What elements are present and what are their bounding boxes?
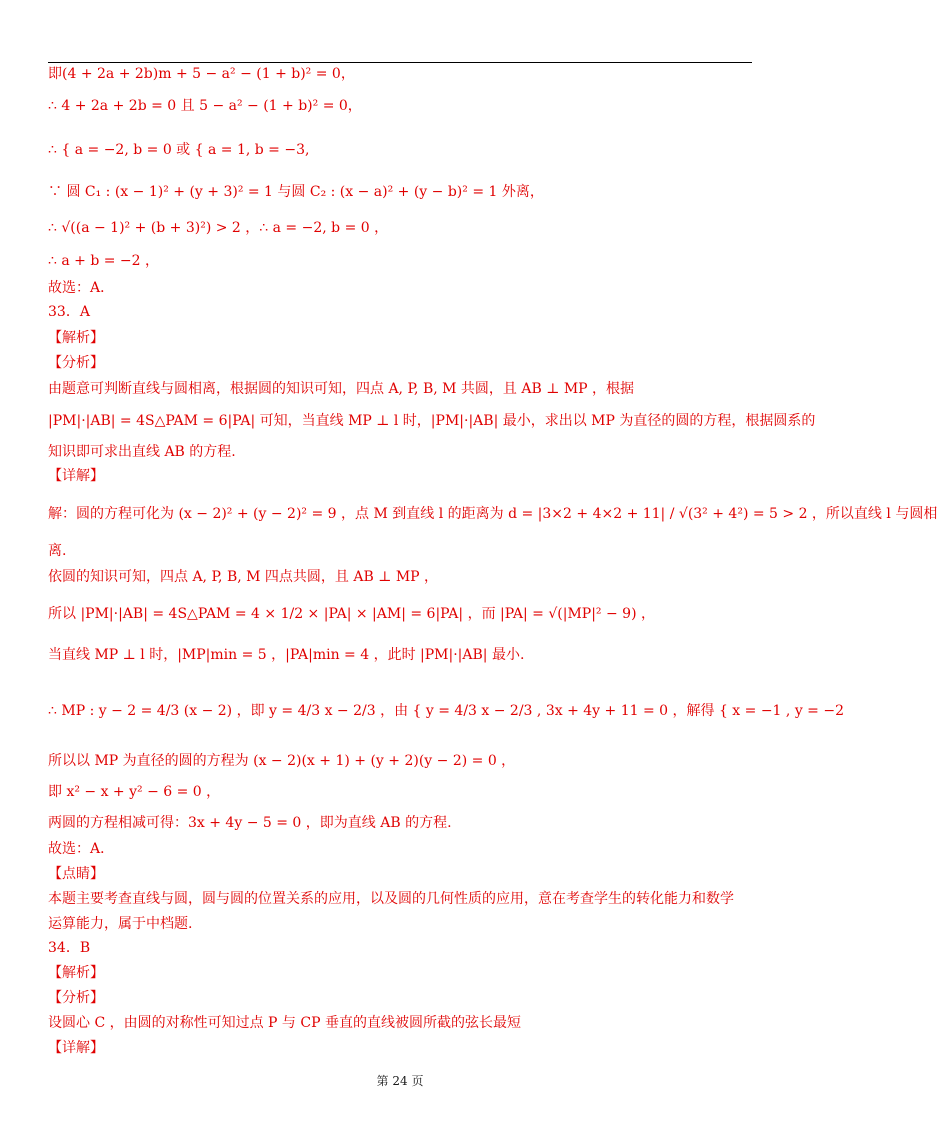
text-line: 两圆的方程相减可得：3x + 4y − 5 = 0 ，即为直线 AB 的方程. — [48, 815, 452, 831]
text-line: 33．A — [48, 304, 90, 320]
text-line: ∴ 4 + 2a + 2b = 0 且 5 − a² − (1 + b)² = 0， — [48, 98, 362, 114]
page-number: 第 24 页 — [376, 1074, 424, 1088]
section-heading: 【分析】 — [48, 355, 104, 371]
text-line: 34．B — [48, 940, 91, 956]
section-heading: 【解析】 — [48, 330, 104, 346]
text-line: 离. — [48, 543, 67, 559]
text-line: ∴ { a = −2, b = 0 或 { a = 1, b = −3, — [48, 142, 310, 158]
text-line: 故选：A． — [48, 841, 115, 857]
section-heading: 【详解】 — [48, 468, 104, 484]
section-heading: 【分析】 — [48, 990, 104, 1006]
text-line: ∴ MP : y − 2 = 4/3 (x − 2) ，即 y = 4/3 x − 2/3 ，由 { y = 4/3 x − 2/3 , 3x + 4y + 11 = 0 ，解得 { x = −1 , y = −2 — [48, 703, 844, 719]
text-line: 当直线 MP ⊥ l 时，|MP|min = 5 ，|PA|min = 4 ，此时 |PM|·|AB| 最小. — [48, 647, 525, 663]
text-line: 依圆的知识可知，四点 A, P, B, M 四点共圆，且 AB ⊥ MP ， — [48, 569, 439, 585]
text-line: 所以以 MP 为直径的圆的方程为 (x − 2)(x + 1) + (y + 2)(y − 2) = 0 ， — [48, 753, 516, 769]
text-line: 所以 |PM|·|AB| = 4S△PAM = 4 × 1/2 × |PA| × |AM| = 6|PA| ，而 |PA| = √(|MP|² − 9) ， — [48, 606, 655, 622]
text-line: |PM|·|AB| = 4S△PAM = 6|PA| 可知，当直线 MP ⊥ l 时，|PM|·|AB| 最小，求出以 MP 为直径的圆的方程，根据圆系的 — [48, 413, 816, 429]
text-line: ∵ 圆 C₁ : (x − 1)² + (y + 3)² = 1 与圆 C₂ : (x − a)² + (y − b)² = 1 外离， — [48, 184, 544, 200]
text-line: 即 x² − x + y² − 6 = 0 ， — [48, 784, 221, 800]
text-line: 本题主要考查直线与圆，圆与圆的位置关系的应用，以及圆的几何性质的应用，意在考查学生的转化能力和数学 — [48, 891, 734, 907]
text-line: 运算能力，属于中档题. — [48, 916, 193, 932]
text-line: 由题意可判断直线与圆相离，根据圆的知识可知，四点 A, P, B, M 共圆，且 AB ⊥ MP ，根据 — [48, 381, 635, 397]
section-heading: 【详解】 — [48, 1040, 104, 1056]
text-line: 故选：A． — [48, 280, 115, 296]
section-heading: 【解析】 — [48, 965, 104, 981]
text-line: ∴ √((a − 1)² + (b + 3)²) > 2 ，∴ a = −2, b = 0 ， — [48, 220, 389, 236]
header-rule — [48, 62, 752, 63]
text-line: 解：圆的方程可化为 (x − 2)² + (y − 2)² = 9 ，点 M 到直线 l 的距离为 d = |3×2 + 4×2 + 11| / √(3² + 4²) = 5 > 2 ，所以直线 l 与圆相 — [48, 506, 937, 522]
text-line: 知识即可求出直线 AB 的方程. — [48, 444, 236, 460]
text-line: 即(4 + 2a + 2b)m + 5 − a² − (1 + b)² = 0， — [48, 66, 355, 82]
section-heading: 【点睛】 — [48, 866, 104, 882]
text-line: ∴ a + b = −2 ， — [48, 253, 160, 269]
text-line: 设圆心 C ，由圆的对称性可知过点 P 与 CP 垂直的直线被圆所截的弦长最短 — [48, 1015, 521, 1031]
